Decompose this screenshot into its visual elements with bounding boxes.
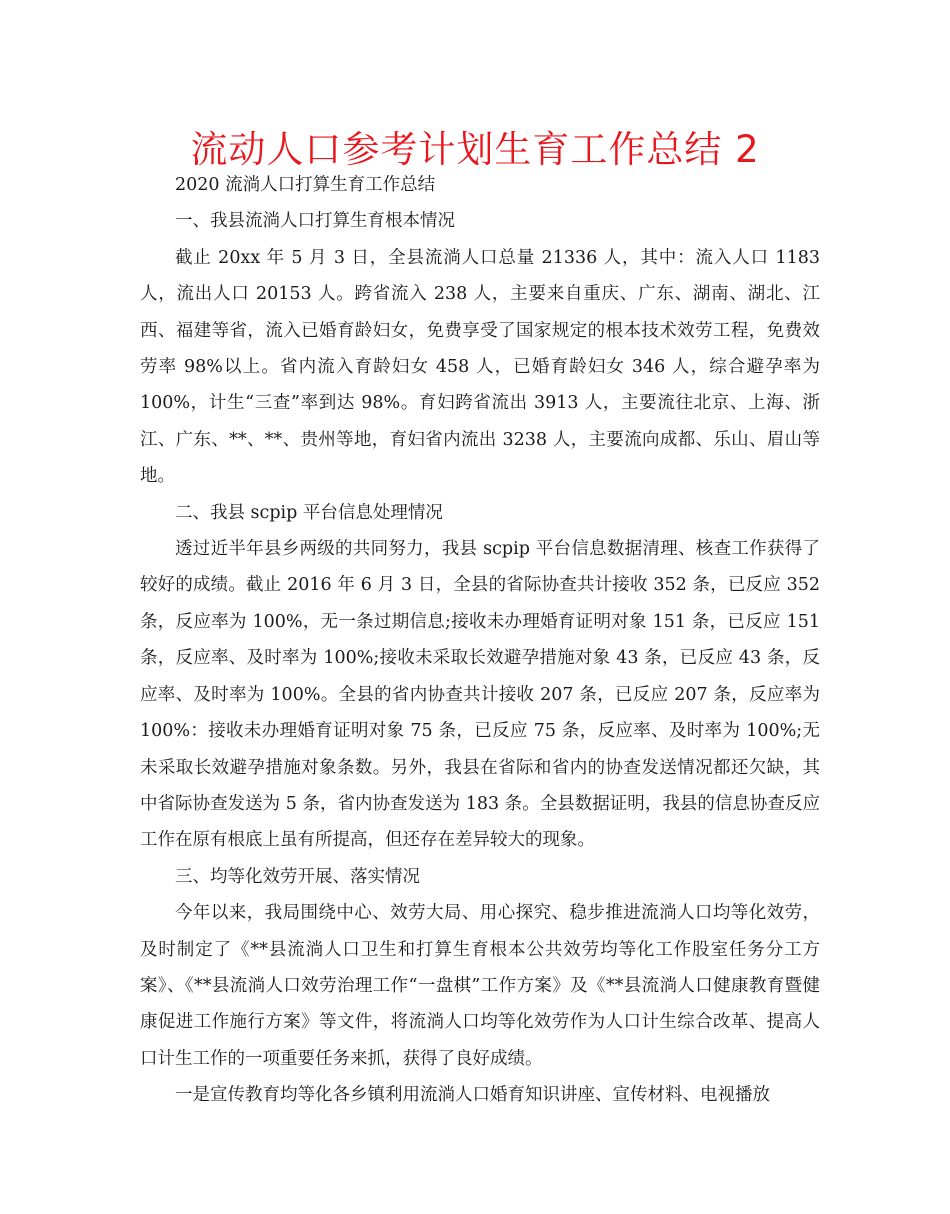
subtitle-paragraph: 2020 流淌人口打算生育工作总结 xyxy=(175,175,436,195)
body-paragraph-4: 一是宣传教育均等化各乡镇利用流淌人口婚育知识讲座、宣传材料、电视播放 xyxy=(175,1085,770,1106)
section-heading-1: 一、我县流淌人口打算生育根本情况 xyxy=(175,211,455,232)
body-paragraph-2: 透过近半年县乡两级的共同努力，我县 scpip 平台信息数据清理、核查工作获得了较好的成绩。截止 2016 年 6 月 3 日，全县的省际协查共计接收 352 条，已反应 352 条，反应率为 100%，无一条过期信息;接收未办理婚育证明对象 151 条，已反应 151 条，反应率、及时率为 100%;接收未采取长效避孕措施对象 43 条，已反应 43 条，反应率、及时率为 100%。全县的省内协查共计接收 207 条，已反应 207 条，反应率为 100%：接收未办理婚育证明对象 75 条，已反应 75 条，反应率、及时率为 100%;无未采取长效避孕措施对象条数。另外，我县在省际和省内的协查发送情况都还欠缺，其中省际协查发送为 5 条，省内协查发送为 183 条。全县数据证明，我县的信息协查反应工作在原有根底上虽有所提高，但还存在差异较大的现象。 xyxy=(140,539,820,851)
body-paragraph-1: 截止 20xx 年 5 月 3 日，全县流淌人口总量 21336 人，其中：流入人口 1183 人，流出人口 20153 人。跨省流入 238 人，主要来自重庆、广东、湖南、湖北、江西、福建等省，流入已婚育龄妇女，免费享受了国家规定的根本技术效劳工程，免费效劳率 98%以上。省内流入育龄妇女 458 人，已婚育龄妇女 346 人，综合避孕率为 100%，计生“三查”率到达 98%。育妇跨省流出 3913 人，主要流往北京、上海、浙江、广东、**、**、贵州等地，育妇省内流出 3238 人，主要流向成都、乐山、眉山等地。 xyxy=(140,247,820,487)
document-title: 流动人口参考计划生育工作总结 2 xyxy=(190,128,760,171)
document-body xyxy=(140,167,820,1114)
section-heading-3: 三、均等化效劳开展、落实情况 xyxy=(175,866,420,887)
section-heading-2: 二、我县 scpip 平台信息处理情况 xyxy=(175,502,443,523)
body-paragraph-3: 今年以来，我局围绕中心、效劳大局、用心探究、稳步推进流淌人口均等化效劳，及时制定了《**县流淌人口卫生和打算生育根本公共效劳均等化工作股室任务分工方案》、《**县流淌人口效劳治理工作“一盘棋”工作方案》及《**县流淌人口健康教育暨健康促进工作施行方案》等文件，将流淌人口均等化效劳作为人口计生综合改革、提高人口计生工作的一项重要任务来抓，获得了良好成绩。 xyxy=(140,903,820,1069)
